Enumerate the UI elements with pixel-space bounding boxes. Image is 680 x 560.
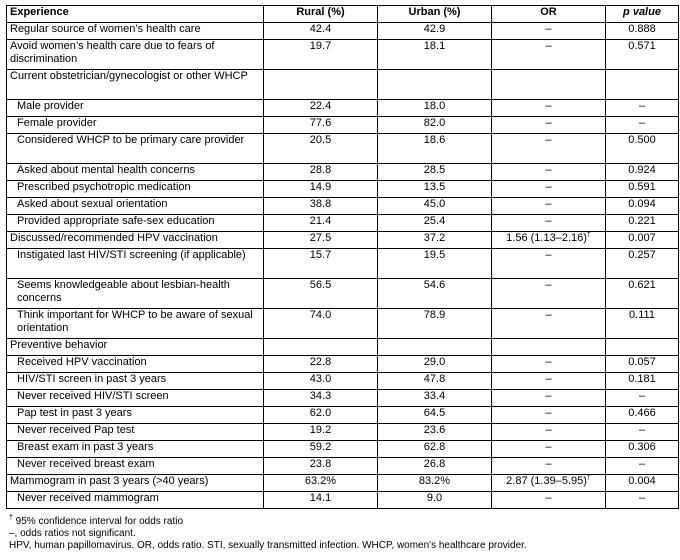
p-value: – xyxy=(606,100,679,117)
rural-percent: 42.4 xyxy=(264,23,378,40)
data-table-container xyxy=(6,5,678,509)
table-row xyxy=(7,475,679,492)
table-header-row xyxy=(7,6,679,23)
row-label: Asked about sexual orientation xyxy=(7,198,264,215)
rural-percent: 63.2% xyxy=(264,475,378,492)
odds-ratio-value: – xyxy=(545,134,552,146)
row-label: Never received mammogram xyxy=(7,492,264,509)
odds-ratio-value: – xyxy=(545,492,552,504)
table-row xyxy=(7,134,679,164)
odds-ratio xyxy=(492,134,606,164)
p-value: 0.181 xyxy=(606,373,679,390)
confidence-interval-mark: † xyxy=(586,474,591,482)
rural-percent: 62.0 xyxy=(264,407,378,424)
urban-percent: 9.0 xyxy=(378,492,492,509)
rural-percent: 34.3 xyxy=(264,390,378,407)
odds-ratio-value: – xyxy=(545,100,552,112)
table-row xyxy=(7,23,679,40)
p-value: 0.111 xyxy=(606,309,679,339)
row-label: Asked about mental health concerns xyxy=(7,164,264,181)
odds-ratio xyxy=(492,100,606,117)
odds-ratio xyxy=(492,249,606,279)
header-p-value: p value xyxy=(606,6,679,23)
odds-ratio xyxy=(492,117,606,134)
p-value: 0.888 xyxy=(606,23,679,40)
odds-ratio-value: – xyxy=(545,441,552,453)
row-label: Preventive behavior xyxy=(7,339,264,356)
table-row xyxy=(7,279,679,309)
odds-ratio-value: – xyxy=(545,181,552,193)
table-body xyxy=(7,23,679,509)
rural-percent: 19.2 xyxy=(264,424,378,441)
rural-percent: 20.5 xyxy=(264,134,378,164)
table-row xyxy=(7,232,679,249)
table-row xyxy=(7,458,679,475)
odds-ratio xyxy=(492,164,606,181)
urban-percent xyxy=(378,70,492,100)
table-row xyxy=(7,117,679,134)
p-value: 0.004 xyxy=(606,475,679,492)
rural-percent: 43.0 xyxy=(264,373,378,390)
odds-ratio xyxy=(492,70,606,100)
row-label: Female provider xyxy=(7,117,264,134)
p-value: 0.466 xyxy=(606,407,679,424)
table-row xyxy=(7,492,679,509)
odds-ratio xyxy=(492,40,606,70)
odds-ratio-value: – xyxy=(545,215,552,227)
p-value: 0.591 xyxy=(606,181,679,198)
table-row xyxy=(7,40,679,70)
header-urban: Urban (%) xyxy=(378,6,492,23)
rural-percent: 14.9 xyxy=(264,181,378,198)
table-row xyxy=(7,164,679,181)
p-value: 0.221 xyxy=(606,215,679,232)
table-row xyxy=(7,390,679,407)
header-or: OR xyxy=(492,6,606,23)
odds-ratio-value: – xyxy=(545,373,552,385)
rural-percent: 56.5 xyxy=(264,279,378,309)
odds-ratio xyxy=(492,198,606,215)
odds-ratio xyxy=(492,373,606,390)
odds-ratio-value: – xyxy=(545,356,552,368)
urban-percent: 42.9 xyxy=(378,23,492,40)
rural-percent: 28.8 xyxy=(264,164,378,181)
footnote-abbreviations: HPV, human papillomavirus. OR, odds ratio. STI, sexually transmitted infection. WHCP, women's healthcare provider. xyxy=(9,540,527,551)
rural-percent xyxy=(264,339,378,356)
odds-ratio xyxy=(492,279,606,309)
experience-table xyxy=(6,5,679,509)
table-row xyxy=(7,339,679,356)
rural-percent: 22.8 xyxy=(264,356,378,373)
odds-ratio xyxy=(492,356,606,373)
p-value: – xyxy=(606,117,679,134)
urban-percent: 23.6 xyxy=(378,424,492,441)
odds-ratio-value: 2.87 (1.39–5.95) xyxy=(506,475,587,487)
rural-percent: 38.8 xyxy=(264,198,378,215)
table-row xyxy=(7,198,679,215)
p-value: 0.257 xyxy=(606,249,679,279)
odds-ratio xyxy=(492,390,606,407)
row-label: Instigated last HIV/STI screening (if applicable) xyxy=(7,249,264,279)
urban-percent: 64.5 xyxy=(378,407,492,424)
row-label: Male provider xyxy=(7,100,264,117)
row-label: HIV/STI screen in past 3 years xyxy=(7,373,264,390)
row-label: Seems knowledgeable about lesbian-health concerns xyxy=(7,279,264,309)
odds-ratio-value: 1.56 (1.13–2.16) xyxy=(506,232,587,244)
row-label: Never received HIV/STI screen xyxy=(7,390,264,407)
p-value: 0.007 xyxy=(606,232,679,249)
row-label: Never received Pap test xyxy=(7,424,264,441)
odds-ratio xyxy=(492,232,606,249)
footnote-dagger xyxy=(9,516,527,528)
row-label: Prescribed psychotropic medication xyxy=(7,181,264,198)
urban-percent: 62.8 xyxy=(378,441,492,458)
header-experience: Experience xyxy=(7,6,264,23)
table-row xyxy=(7,407,679,424)
rural-percent: 59.2 xyxy=(264,441,378,458)
p-value: 0.924 xyxy=(606,164,679,181)
p-value: 0.500 xyxy=(606,134,679,164)
table-row xyxy=(7,373,679,390)
row-label: Regular source of women’s health care xyxy=(7,23,264,40)
urban-percent: 45.0 xyxy=(378,198,492,215)
table-row xyxy=(7,215,679,232)
rural-percent: 22.4 xyxy=(264,100,378,117)
urban-percent: 13.5 xyxy=(378,181,492,198)
p-value: – xyxy=(606,492,679,509)
odds-ratio-value: – xyxy=(545,23,552,35)
header-rural: Rural (%) xyxy=(264,6,378,23)
footnote-dash: –, odds ratios not significant. xyxy=(9,528,136,539)
odds-ratio-value: – xyxy=(545,458,552,470)
row-label: Provided appropriate safe-sex education xyxy=(7,215,264,232)
odds-ratio xyxy=(492,458,606,475)
table-row xyxy=(7,441,679,458)
confidence-interval-mark: † xyxy=(586,231,591,239)
p-value: 0.306 xyxy=(606,441,679,458)
urban-percent: 83.2% xyxy=(378,475,492,492)
odds-ratio xyxy=(492,441,606,458)
urban-percent: 78.9 xyxy=(378,309,492,339)
urban-percent: 19.5 xyxy=(378,249,492,279)
odds-ratio-value: – xyxy=(545,279,552,291)
rural-percent: 77.6 xyxy=(264,117,378,134)
odds-ratio xyxy=(492,492,606,509)
odds-ratio-value: – xyxy=(545,407,552,419)
rural-percent xyxy=(264,70,378,100)
odds-ratio xyxy=(492,424,606,441)
odds-ratio-value: – xyxy=(545,40,552,52)
row-label: Pap test in past 3 years xyxy=(7,407,264,424)
odds-ratio-value: – xyxy=(545,309,552,321)
table-row xyxy=(7,309,679,339)
p-value: – xyxy=(606,458,679,475)
p-value xyxy=(606,70,679,100)
odds-ratio-value: – xyxy=(545,198,552,210)
rural-percent: 15.7 xyxy=(264,249,378,279)
urban-percent: 25.4 xyxy=(378,215,492,232)
table-row xyxy=(7,70,679,100)
table-footnotes xyxy=(9,516,527,552)
urban-percent: 26.8 xyxy=(378,458,492,475)
p-value: – xyxy=(606,424,679,441)
odds-ratio-value: – xyxy=(545,249,552,261)
table-row xyxy=(7,181,679,198)
urban-percent: 29.0 xyxy=(378,356,492,373)
row-label: Never received breast exam xyxy=(7,458,264,475)
odds-ratio xyxy=(492,215,606,232)
p-value: 0.621 xyxy=(606,279,679,309)
row-label: Considered WHCP to be primary care provider xyxy=(7,134,264,164)
rural-percent: 19.7 xyxy=(264,40,378,70)
footnote-dagger-text: 95% confidence interval for odds ratio xyxy=(12,516,184,527)
urban-percent: 47.8 xyxy=(378,373,492,390)
dagger-mark: † xyxy=(9,514,13,522)
p-value: 0.571 xyxy=(606,40,679,70)
table-row xyxy=(7,424,679,441)
urban-percent: 82.0 xyxy=(378,117,492,134)
row-label: Breast exam in past 3 years xyxy=(7,441,264,458)
odds-ratio-value: – xyxy=(545,424,552,436)
urban-percent: 37.2 xyxy=(378,232,492,249)
rural-percent: 27.5 xyxy=(264,232,378,249)
rural-percent: 21.4 xyxy=(264,215,378,232)
odds-ratio xyxy=(492,407,606,424)
row-label: Received HPV vaccination xyxy=(7,356,264,373)
odds-ratio xyxy=(492,23,606,40)
table-row xyxy=(7,249,679,279)
rural-percent: 23.8 xyxy=(264,458,378,475)
urban-percent: 18.6 xyxy=(378,134,492,164)
row-label: Current obstetrician/gynecologist or other WHCP xyxy=(7,70,264,100)
rural-percent: 74.0 xyxy=(264,309,378,339)
odds-ratio-value: – xyxy=(545,117,552,129)
p-value: 0.057 xyxy=(606,356,679,373)
odds-ratio xyxy=(492,339,606,356)
urban-percent: 18.1 xyxy=(378,40,492,70)
rural-percent: 14.1 xyxy=(264,492,378,509)
p-value xyxy=(606,339,679,356)
odds-ratio xyxy=(492,309,606,339)
odds-ratio-value: – xyxy=(545,164,552,176)
odds-ratio xyxy=(492,475,606,492)
p-value: 0.094 xyxy=(606,198,679,215)
p-value: – xyxy=(606,390,679,407)
urban-percent xyxy=(378,339,492,356)
urban-percent: 33.4 xyxy=(378,390,492,407)
table-row xyxy=(7,100,679,117)
urban-percent: 18.0 xyxy=(378,100,492,117)
row-label: Discussed/recommended HPV vaccination xyxy=(7,232,264,249)
row-label: Mammogram in past 3 years (>40 years) xyxy=(7,475,264,492)
odds-ratio xyxy=(492,181,606,198)
urban-percent: 54.6 xyxy=(378,279,492,309)
urban-percent: 28.5 xyxy=(378,164,492,181)
row-label: Think important for WHCP to be aware of sexual orientation xyxy=(7,309,264,339)
row-label: Avoid women’s health care due to fears of discrimination xyxy=(7,40,264,70)
odds-ratio-value: – xyxy=(545,390,552,402)
table-row xyxy=(7,356,679,373)
